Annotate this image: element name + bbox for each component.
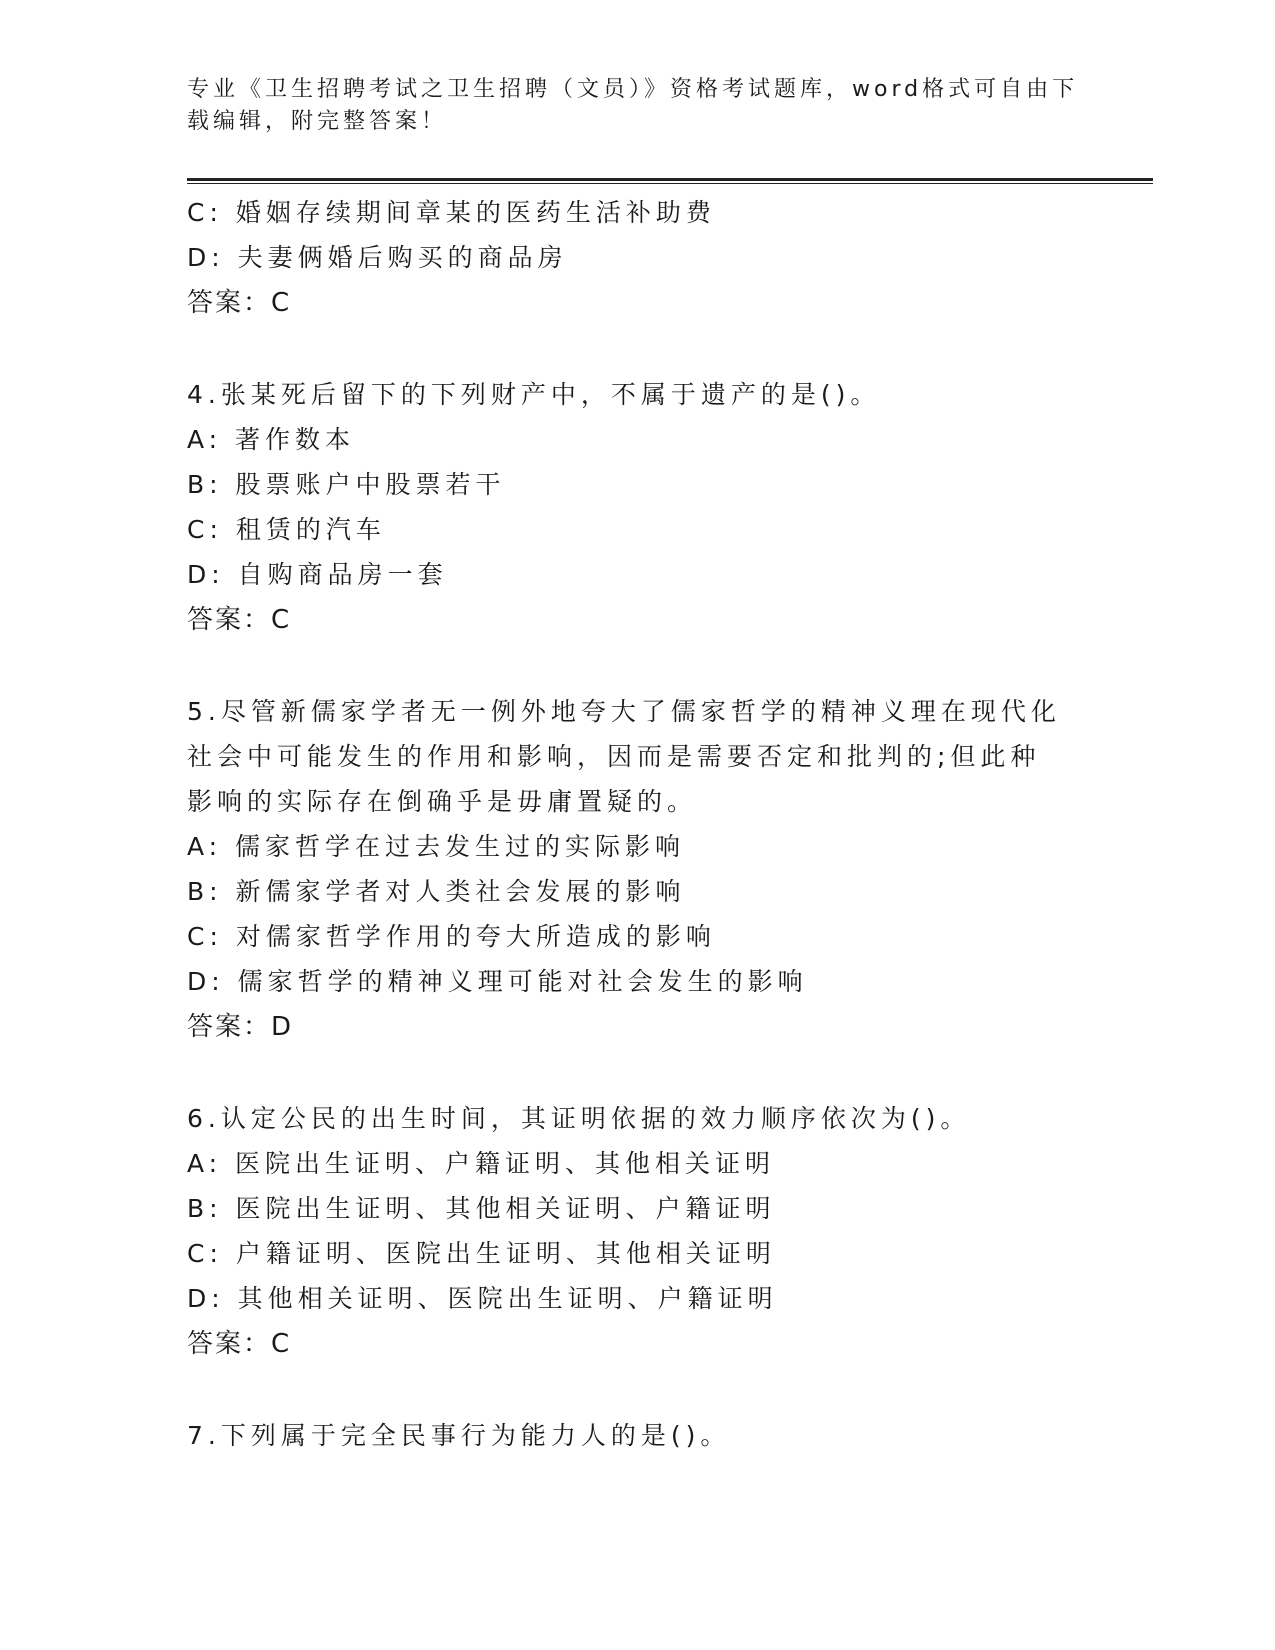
option-d: D: 自购商品房一套 — [187, 560, 448, 589]
option-d: D: 儒家哲学的精神义理可能对社会发生的影响 — [187, 967, 808, 996]
option-b: B: 股票账户中股票若干 — [187, 470, 506, 499]
answer: 答案：C — [187, 1329, 292, 1359]
option-c: C: 户籍证明、医院出生证明、其他相关证明 — [187, 1239, 776, 1268]
question-stem: 6.认定公民的出生时间，其证明依据的效力顺序依次为()。 — [187, 1104, 971, 1133]
question-stem: 4.张某死后留下的下列财产中，不属于遗产的是()。 — [187, 380, 881, 409]
option-c: C: 对儒家哲学作用的夸大所造成的影响 — [187, 922, 716, 951]
option-c: C: 婚姻存续期间章某的医药生活补助费 — [187, 198, 716, 227]
option-a: A: 著作数本 — [187, 425, 356, 454]
question-3-tail — [187, 190, 1087, 326]
option-b: B: 医院出生证明、其他相关证明、户籍证明 — [187, 1194, 776, 1223]
option-a: A: 医院出生证明、户籍证明、其他相关证明 — [187, 1149, 776, 1178]
spacer — [187, 326, 1087, 372]
question-7 — [187, 1413, 1087, 1458]
option-d: D: 其他相关证明、医院出生证明、户籍证明 — [187, 1284, 778, 1313]
question-stem: 7.下列属于完全民事行为能力人的是()。 — [187, 1421, 731, 1450]
option-d: D: 夫妻俩婚后购买的商品房 — [187, 243, 568, 272]
header-rule-thick — [187, 178, 1153, 181]
header-rule-thin — [187, 183, 1153, 184]
spacer — [187, 643, 1087, 689]
spacer — [187, 1367, 1087, 1413]
document-header: 专业《卫生招聘考试之卫生招聘（文员）》资格考试题库，word格式可自由下载编辑，附完整答案！ — [187, 77, 1079, 134]
option-b: B: 新儒家学者对人类社会发展的影响 — [187, 877, 686, 906]
option-a: A: 儒家哲学在过去发生过的实际影响 — [187, 832, 686, 861]
question-list — [187, 190, 1087, 1458]
spacer — [187, 1050, 1087, 1096]
question-stem: 5.尽管新儒家学者无一例外地夸大了儒家哲学的精神义理在现代化社会中可能发生的作用和影响，因而是需要否定和批判的;但此种影响的实际存在倒确乎是毋庸置疑的。 — [187, 697, 1061, 816]
question-5 — [187, 689, 1087, 1050]
answer: 答案：D — [187, 1012, 294, 1042]
answer: 答案：C — [187, 605, 292, 635]
answer: 答案：C — [187, 288, 292, 318]
question-6 — [187, 1096, 1087, 1367]
option-c: C: 租赁的汽车 — [187, 515, 386, 544]
question-4 — [187, 372, 1087, 643]
